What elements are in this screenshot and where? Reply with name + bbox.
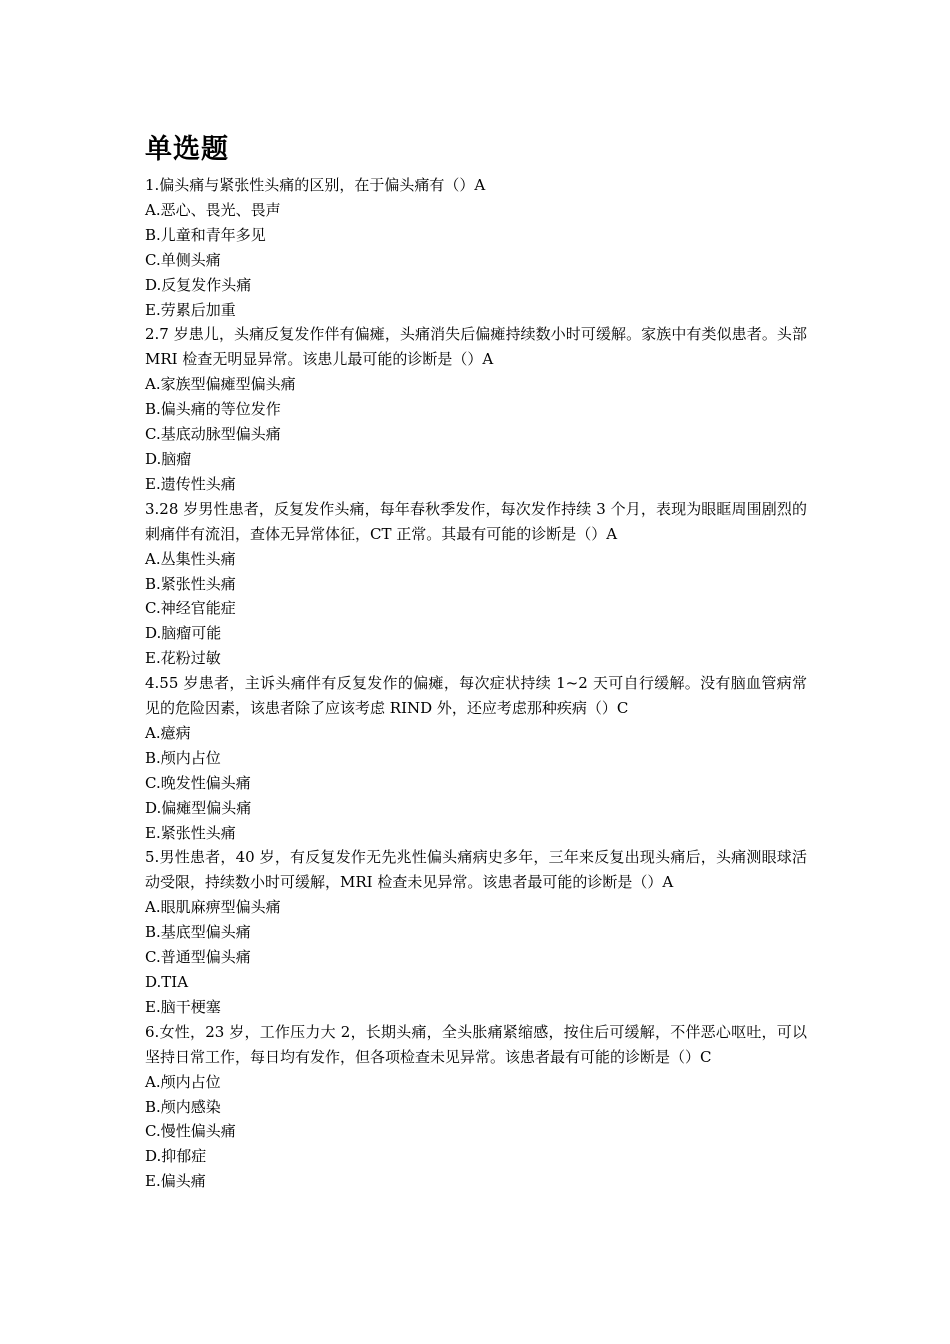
answer-option: A.家族型偏瘫型偏头痛 bbox=[145, 375, 296, 394]
question-stem: 3.28 岁男性患者，反复发作头痛，每年春秋季发作，每次发作持续 3 个月，表现为眼眶周围剧烈的刺痛伴有流泪，查体无异常体征，CT 正常。其最有可能的诊断是（）A bbox=[145, 499, 807, 543]
question-6 bbox=[145, 1020, 807, 1194]
answer-option: A.颅内占位 bbox=[145, 1072, 221, 1091]
answer-option: A.癔病 bbox=[145, 723, 191, 742]
answer-option: C.基底动脉型偏头痛 bbox=[145, 425, 281, 444]
answer-option: B.颅内占位 bbox=[145, 748, 221, 767]
answer-option: D.反复发作头痛 bbox=[145, 275, 252, 294]
question-2 bbox=[145, 322, 807, 496]
answer-option: E.遗传性头痛 bbox=[145, 474, 236, 493]
question-stem: 1.偏头痛与紧张性头痛的区别，在于偏头痛有（）A bbox=[145, 176, 486, 194]
question-3 bbox=[145, 497, 807, 671]
answer-option: B.颅内感染 bbox=[145, 1097, 221, 1116]
answer-option: E.花粉过敏 bbox=[145, 649, 221, 668]
answer-option: B.紧张性头痛 bbox=[145, 574, 236, 593]
document-page bbox=[145, 128, 807, 1194]
answer-option: A.眼肌麻痹型偏头痛 bbox=[145, 898, 281, 917]
answer-option: D.TIA bbox=[145, 973, 189, 991]
answer-option: C.神经官能症 bbox=[145, 599, 236, 618]
answer-option: C.晚发性偏头痛 bbox=[145, 773, 251, 792]
question-stem: 4.55 岁患者，主诉头痛伴有反复发作的偏瘫，每次症状持续 1~2 天可自行缓解。没有脑血管病常见的危险因素，该患者除了应该考虑 RIND 外，还应考虑那种疾病（）C bbox=[145, 674, 807, 718]
answer-option: B.基底型偏头痛 bbox=[145, 923, 251, 942]
answer-option: D.抑郁症 bbox=[145, 1147, 207, 1166]
answer-option: B.偏头痛的等位发作 bbox=[145, 400, 281, 419]
answer-option: E.偏头痛 bbox=[145, 1172, 206, 1191]
answer-option: E.紧张性头痛 bbox=[145, 823, 236, 842]
answer-option: C.普通型偏头痛 bbox=[145, 948, 251, 967]
answer-option: C.单侧头痛 bbox=[145, 250, 221, 269]
question-stem: 5.男性患者，40 岁，有反复发作无先兆性偏头痛病史多年，三年来反复出现头痛后，头痛测眼球活动受限，持续数小时可缓解，MRI 检查未见异常。该患者最可能的诊断是（）A bbox=[145, 848, 807, 892]
question-stem: 2.7 岁患儿，头痛反复发作伴有偏瘫，头痛消失后偏瘫持续数小时可缓解。家族中有类似患者。头部 MRI 检查无明显异常。该患儿最可能的诊断是（）A bbox=[145, 325, 807, 369]
answer-option: A.恶心、畏光、畏声 bbox=[145, 200, 281, 219]
answer-option: B.儿童和青年多见 bbox=[145, 225, 266, 244]
question-5 bbox=[145, 845, 807, 1019]
answer-option: C.慢性偏头痛 bbox=[145, 1122, 236, 1141]
question-list bbox=[145, 173, 807, 1194]
question-4 bbox=[145, 671, 807, 845]
answer-option: D.脑瘤 bbox=[145, 449, 192, 468]
answer-option: D.偏瘫型偏头痛 bbox=[145, 798, 252, 817]
answer-option: D.脑瘤可能 bbox=[145, 624, 222, 643]
answer-option: E.脑干梗塞 bbox=[145, 997, 221, 1016]
question-1 bbox=[145, 173, 807, 322]
question-stem: 6.女性，23 岁，工作压力大 2，长期头痛，全头胀痛紧缩感，按住后可缓解，不伴恶心呕吐，可以坚持日常工作，每日均有发作，但各项检查未见异常。该患者最有可能的诊断是（）C bbox=[145, 1022, 807, 1066]
answer-option: A.丛集性头痛 bbox=[145, 549, 236, 568]
section-title: 单选题 bbox=[145, 134, 229, 165]
answer-option: E.劳累后加重 bbox=[145, 300, 236, 319]
